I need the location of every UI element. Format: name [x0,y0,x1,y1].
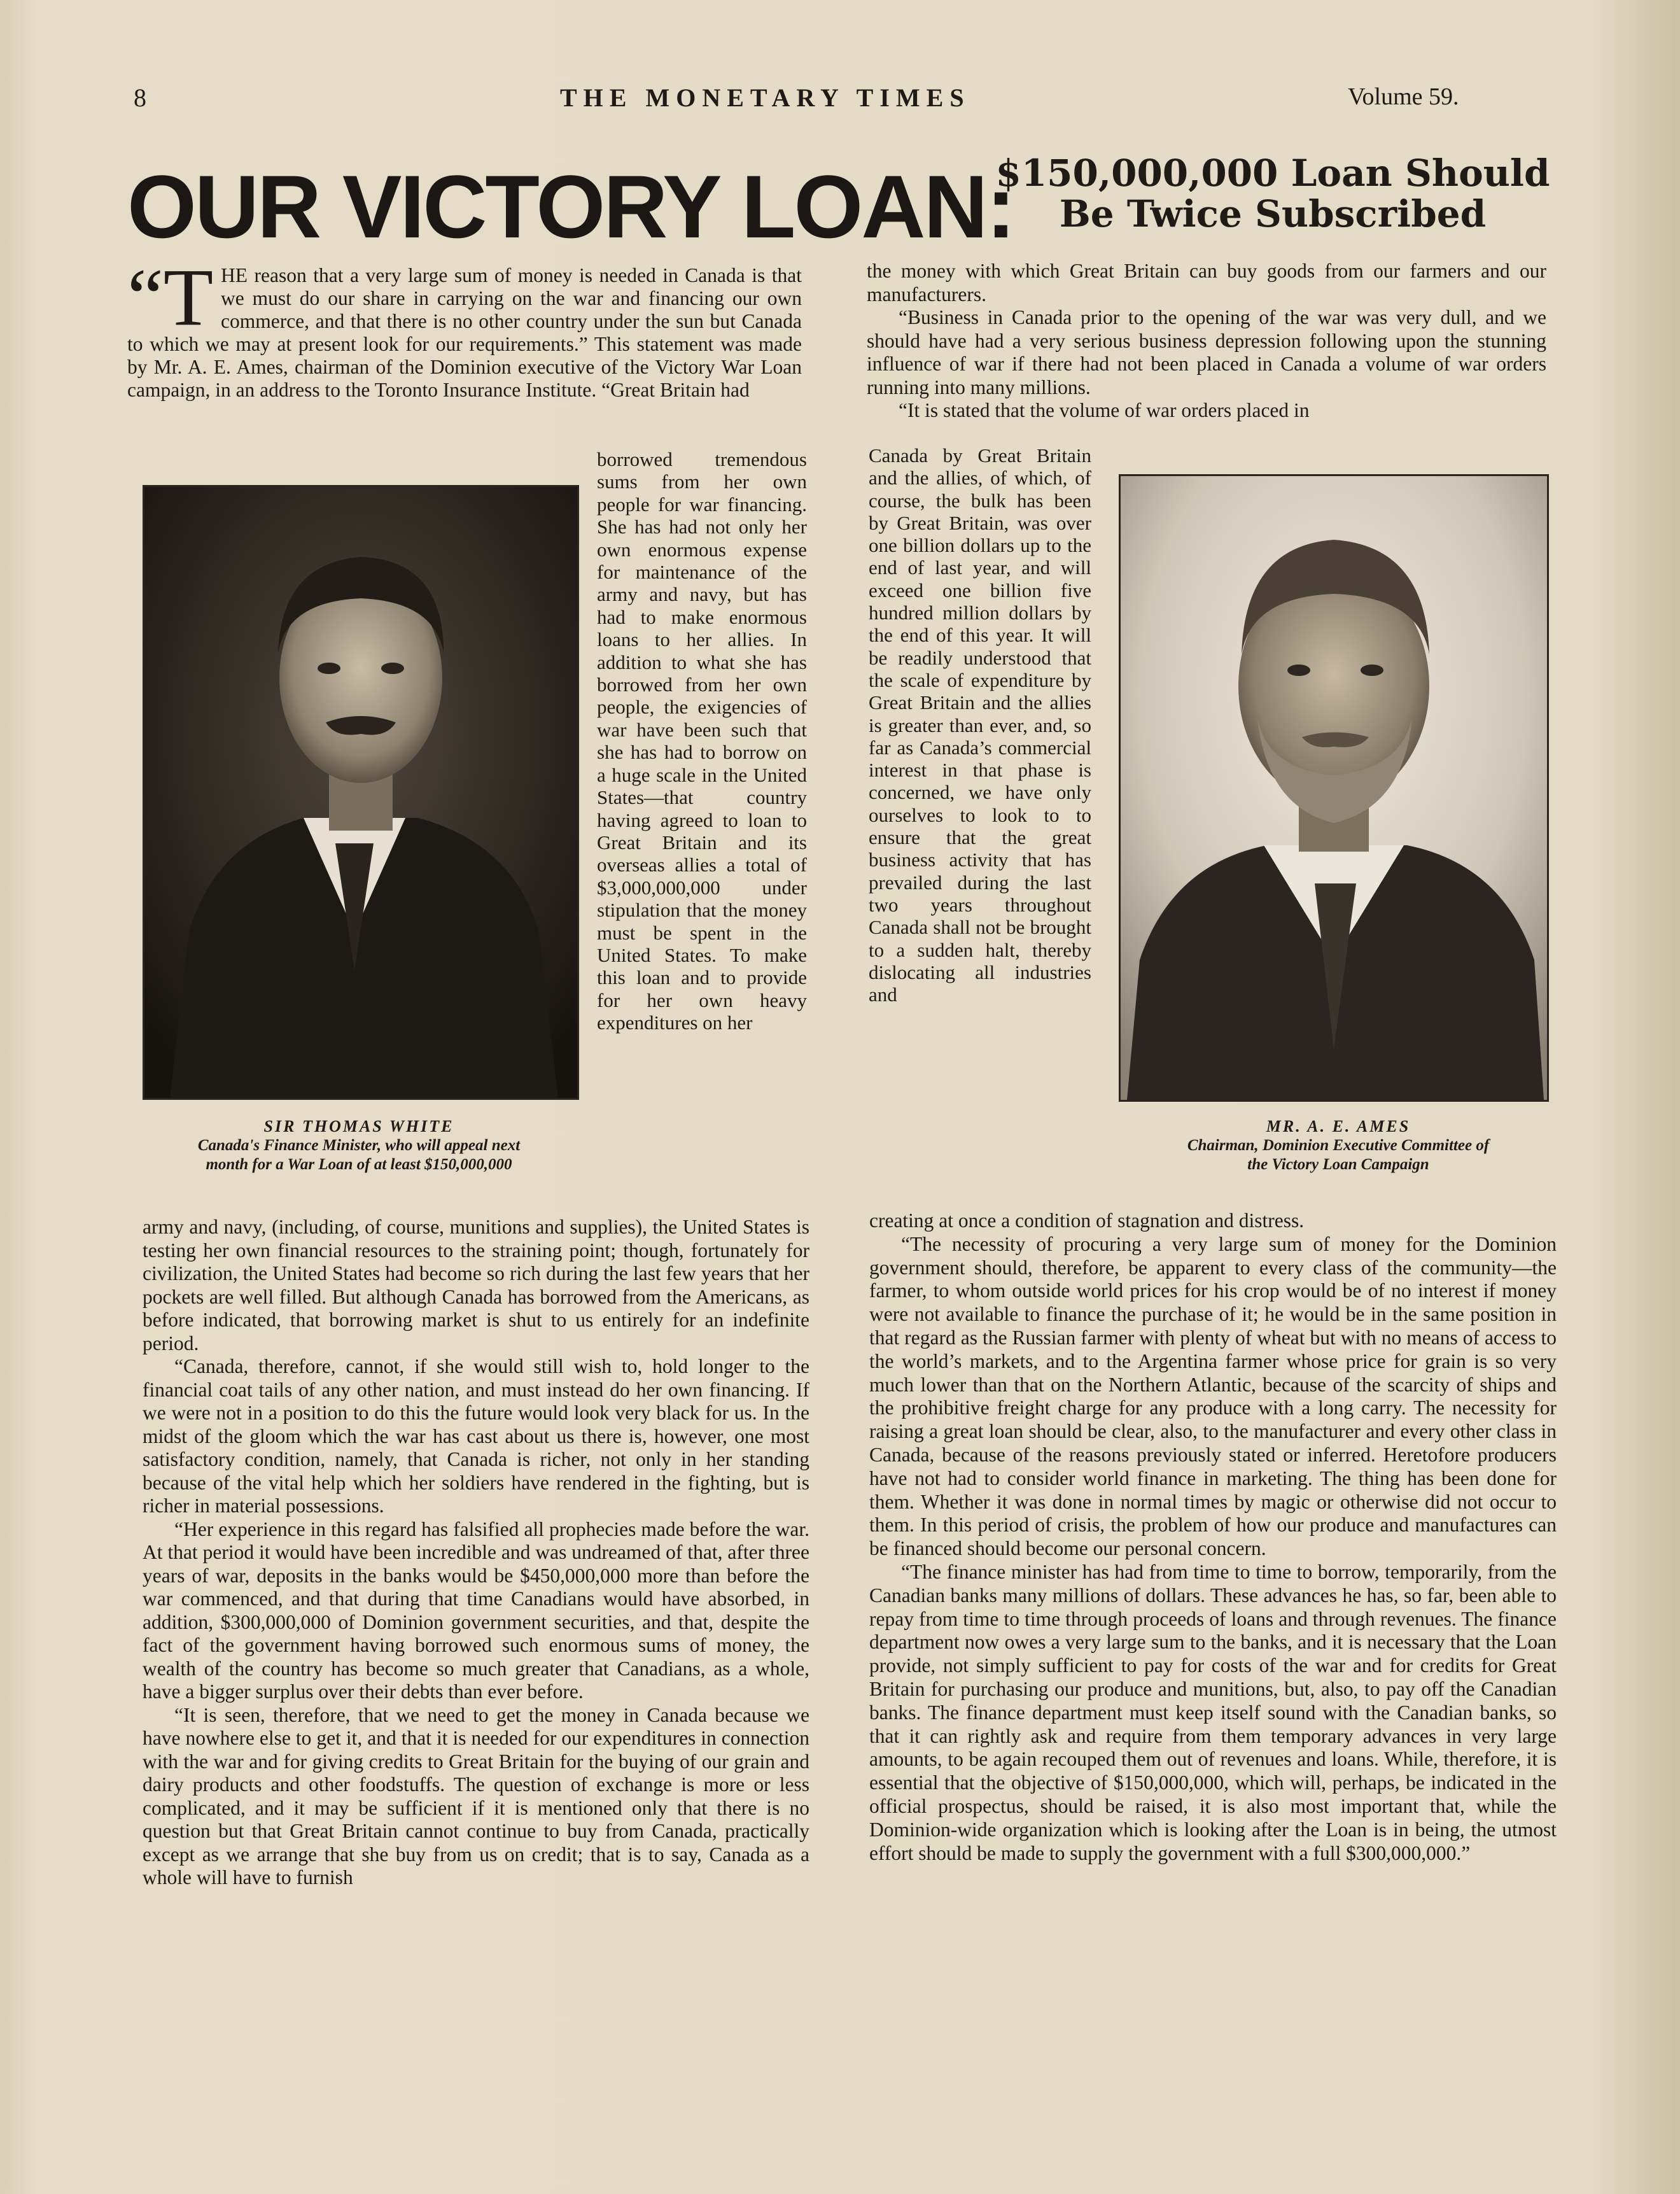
paragraph-right-top: the money with which Great Britain can buy goods from our farmers and our manufacturers. [867,260,1546,306]
paragraph-left-4: “It is seen, therefore, that we need to get the money in Canada because we have nowhere else to get it, and that it is needed for our expenditures in connection with the war and for giving credits to Great Britain for the buying of our grain and dairy products and other foodstuffs. The question of exchange is more or less complicated, and it may be sufficient if it is mentioned only that there is no question but that Great Britain cannot continue to buy from Canada, practically except as we arrange that she buy from us on credit; that is to say, Canada as a whole will have to furnish [143,1703,809,1888]
caption-right-line-2: the Victory Loan Campaign [1247,1156,1429,1173]
intro-paragraph [127,252,802,402]
subheadline-line-2: Be Twice Subscribed [1059,192,1487,236]
caption-right-line-1: Chairman, Dominion Executive Committee of [1187,1137,1490,1154]
portrait-mr-ames [1119,474,1549,1102]
caption-left-line-1: Canada's Finance Minister, who will appeal next [197,1137,521,1154]
intro-text: HE reason that a very large sum of money is needed in Canada is that we must do our share in carrying on the war and financing our own commerce, and that there is no other country under the sun but Canada to which we may at present look for our requirements.” This statement was made by Mr. A. E. Ames, chairman of the Dominion executive of the Victory War Loan campaign, in an address to the Toronto Insurance Institute. “Great Britain had [127,264,802,401]
column-right-top [867,260,1546,423]
portrait-ames-image [1121,476,1547,1100]
paragraph-left-continued: army and navy, (including, of course, munitions and supplies), the United States is testing her own financial resources to the straining point; though, fortunately for civilization, the United States had become so rich during the last few years that her pockets are well filled. But although Canada has borrowed from the Americans, as before indicated, that borrowing market is shut to us entirely for an indefinite period. [143,1216,809,1354]
page-number: 8 [134,83,148,112]
caption-left [143,1117,575,1174]
paragraph-right-2: “Business in Canada prior to the opening of the war was very dull, and we should have had a very serious business depression following upon the stunning influence of war if there had not been placed in Canada a volume of war orders running into many millions. [867,306,1546,398]
caption-right [1119,1117,1558,1174]
portrait-white-image [144,487,577,1098]
column-left-intro [127,252,802,402]
column-left-body [143,1216,809,1890]
paragraph-right-3-lead: “It is stated that the volume of war orders placed in [899,399,1310,421]
paragraph-right-continued: creating at once a condition of stagnation and distress. [869,1209,1305,1232]
narrow-paragraph-right: Canada by Great Britain and the allies, of which, of course, the bulk has been by Great Britain, was over one billion dollars up to the end of last year, and will exceed one billion five hundred million dollars by the end of this year. It will be readily understood that the scale of expenditure by Great Britain and the allies is greater than ever, and, so far as Canada’s commercial interest in that phase is concerned, we have only ourselves to look to to ensure that the great business activity that has prevailed during the last two years throughout Canada shall not be brought to a sudden halt, thereby dislocating all industries and [869,444,1091,1006]
subheadline-line-1: $150,000,000 Loan Should [995,151,1550,195]
headline: OUR VICTORY LOAN: [127,157,1014,257]
running-header: THE MONETARY TIMES [560,83,970,112]
portrait-sir-thomas-white [143,485,579,1100]
paragraph-right-4: “The necessity of procuring a very large sum of money for the Dominion government should, therefore, be apparent to every class of the community—the farmer, to whom outside world prices for his crop would be of no interest if money were not available to finance the purchase of it; he would be in the same position in that regard as the Russian farmer with plenty of wheat but with no means of access to the world’s markets, and to the Argentina farmer whose price for grain is so very much lower than that on the Northern Atlantic, because of the scarcity of ships and the prohibitive freight charge for any produce with a long carry. The necessity for raising a great loan should be clear, also, to the manufacturer and every other class in Canada, because of the reasons previously stated or inferred. Heretofore producers have not had to consider world finance in marketing. The thing has been done for them. Whether it was done in normal times by magic or otherwise did not occur to them. In this period of crisis, the problem of how our produce and manufactures can be financed should become our personal concern. [869,1232,1557,1560]
column-left-narrow [597,448,807,1034]
paragraph-left-3: “Her experience in this regard has falsified all prophecies made before the war. At that period it would have been incredible and was undreamed of that, after three years of war, deposits in the banks would be $450,000,000 more than before the war commenced, and that during that time Canadians would have absorbed, in addition, $300,000,000 of Dominion government securities, and that, despite the fact of the government having borrowed such enormous sums of money, the wealth of the country has become so much greater that Canadians, as a whole, have a bigger surplus over their debts than ever before. [143,1517,809,1703]
narrow-paragraph-left: borrowed tremendous sums from her own people for war financing. She has had not only her own enormous expense for maintenance of the army and navy, but has had to make enormous loans to her allies. In addition to what she has borrowed from her own people, the exigencies of war have been such that she has had to borrow on a huge scale in the United States—that country having agreed to loan to Great Britain and its overseas allies a total of $3,000,000,000 under stipulation that the money must be spent in the United States. To make this loan and to provide for her own heavy expenditures on her [597,448,807,1034]
column-right-body [869,1209,1557,1865]
caption-right-name: MR. A. E. AMES [1266,1117,1411,1136]
volume-label: Volume 59. [1348,83,1459,110]
caption-left-line-2: month for a War Loan of at least $150,000,000 [206,1156,512,1173]
paragraph-right-5: “The finance minister has had from time to time to borrow, temporarily, from the Canadian banks many millions of dollars. These advances he has, so far, been able to repay from time to time through proceeds of loans and through revenues. The finance department now owes a very large sum to the banks, and it is necessary that the Loan provide, not simply sufficient to pay for costs of the war and for credits for Great Britain for purchasing our produce and munitions, but, also, to pay off the Canadian banks. The finance department must keep itself sound with the Canadian banks, so that it can rightly ask and require from them temporary advances in very large amounts, to be again recouped them out of revenues and loans. While, therefore, it is essential that the objective of $150,000,000, which will, perhaps, be indicated in the official prospectus, should be raised, it is also most important that, while the Dominion-wide organization which is looking after the Loan is in being, the utmost effort should be made to supply the government with a full $300,000,000.” [869,1560,1557,1864]
subheadline [993,153,1553,234]
paragraph-left-2: “Canada, therefore, cannot, if she would still wish to, hold longer to the financial coat tails of any other nation, and must instead do her own financing. If we were not in a position to do this the future would look very black for us. In the midst of the gloom which the war has cast about us there is, however, one most satisfactory condition, namely, that Canada is richer, not only in her standing because of the vital help which her soldiers have rendered in the fighting, but is richer in material possessions. [143,1355,809,1517]
drop-cap: “T [127,252,213,342]
column-right-narrow [869,444,1091,1006]
caption-left-name: SIR THOMAS WHITE [263,1117,454,1136]
